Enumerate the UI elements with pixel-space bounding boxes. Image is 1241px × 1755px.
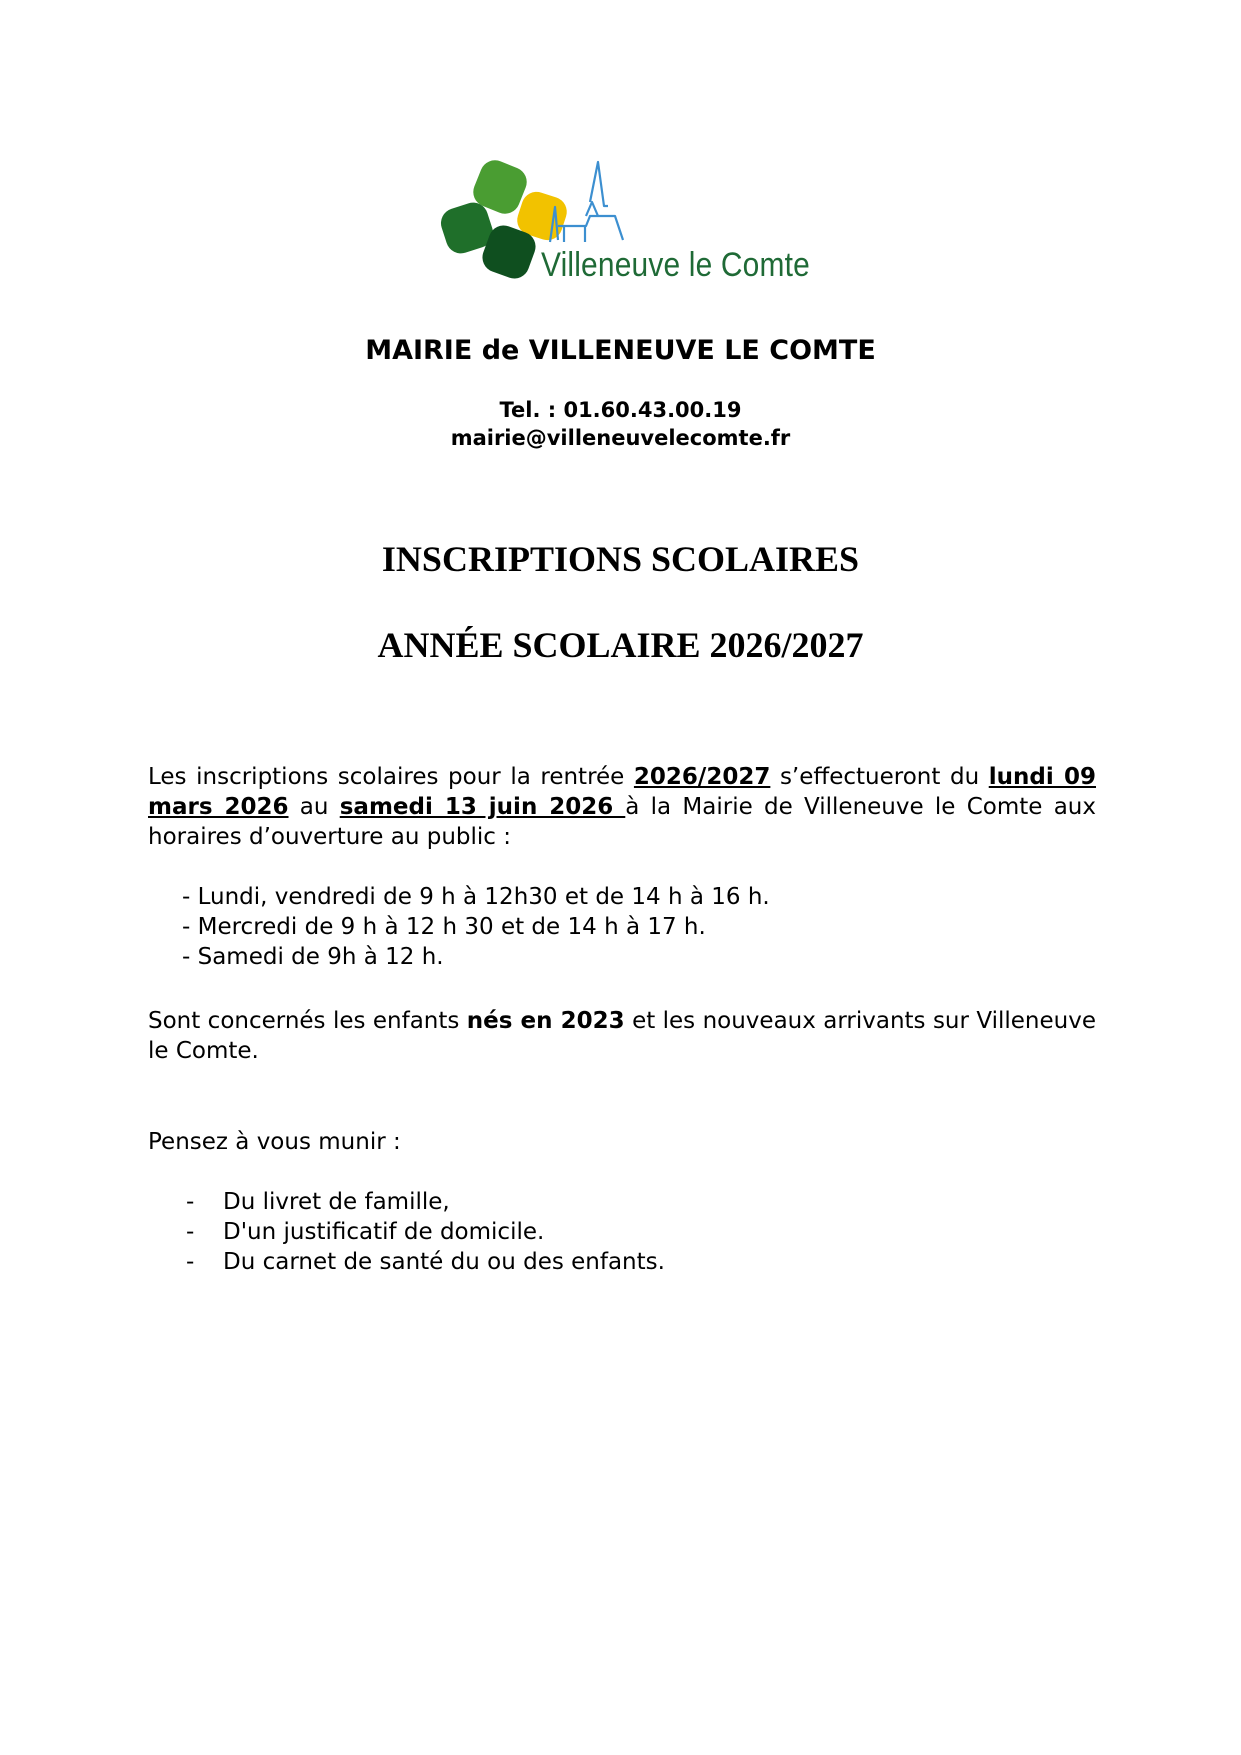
list-dash: - [186,1219,195,1245]
concerned-text-2: et les nouveaux arrivants sur Villeneuve le Comte. [148,1008,1096,1064]
list-item [186,1187,665,1217]
main-title: INSCRIPTIONS SCOLAIRES [381,539,860,579]
concerned-paragraph [148,1006,1096,1066]
start-date: lundi 09 mars 2026 [148,764,1096,820]
intro-text-1: Les inscriptions scolaires pour la rentrée [148,764,634,790]
list-item-text: Du carnet de santé du ou des enfants. [223,1249,665,1275]
intro-text-4: à la Mairie de Villeneuve le Comte aux horaires d’ouverture au public : [148,794,1096,850]
phone-number: Tel. : 01.60.43.00.19 [499,398,742,422]
list-item-text: D'un justificatif de domicile. [223,1219,545,1245]
intro-text-3: au [288,794,340,820]
concerned-year: nés en 2023 [466,1008,625,1034]
list-item-text: Du livret de famille, [223,1189,450,1215]
mairie-title: MAIRIE de VILLENEUVE LE COMTE [365,335,876,366]
list-item: - Lundi, vendredi de 9 h à 12h30 et de 14 h à 16 h. [182,884,770,910]
list-item [186,1247,665,1277]
list-dash: - [186,1189,195,1215]
school-year-title: ANNÉE SCOLAIRE 2026/2027 [377,625,864,665]
logo-text: Villeneuve le Comte [541,246,810,284]
end-date: samedi 13 juin 2026 [339,794,626,820]
opening-hours-list [182,882,770,972]
intro-year: 2026/2027 [633,764,771,790]
list-item: - Samedi de 9h à 12 h. [182,944,444,970]
email-address: mairie@villeneuvelecomte.fr [450,426,791,450]
bring-intro-text: Pensez à vous munir : [148,1129,401,1155]
concerned-text-1: Sont concernés les enfants [148,1008,467,1034]
list-item: - Mercredi de 9 h à 12 h 30 et de 14 h à 17 h. [182,914,706,940]
intro-text-2: s’effectueront du [770,764,989,790]
documents-list [186,1187,665,1277]
list-dash: - [186,1249,195,1275]
logo [440,160,810,290]
intro-paragraph [148,762,1096,852]
bring-intro [148,1127,1096,1157]
list-item [186,1217,665,1247]
